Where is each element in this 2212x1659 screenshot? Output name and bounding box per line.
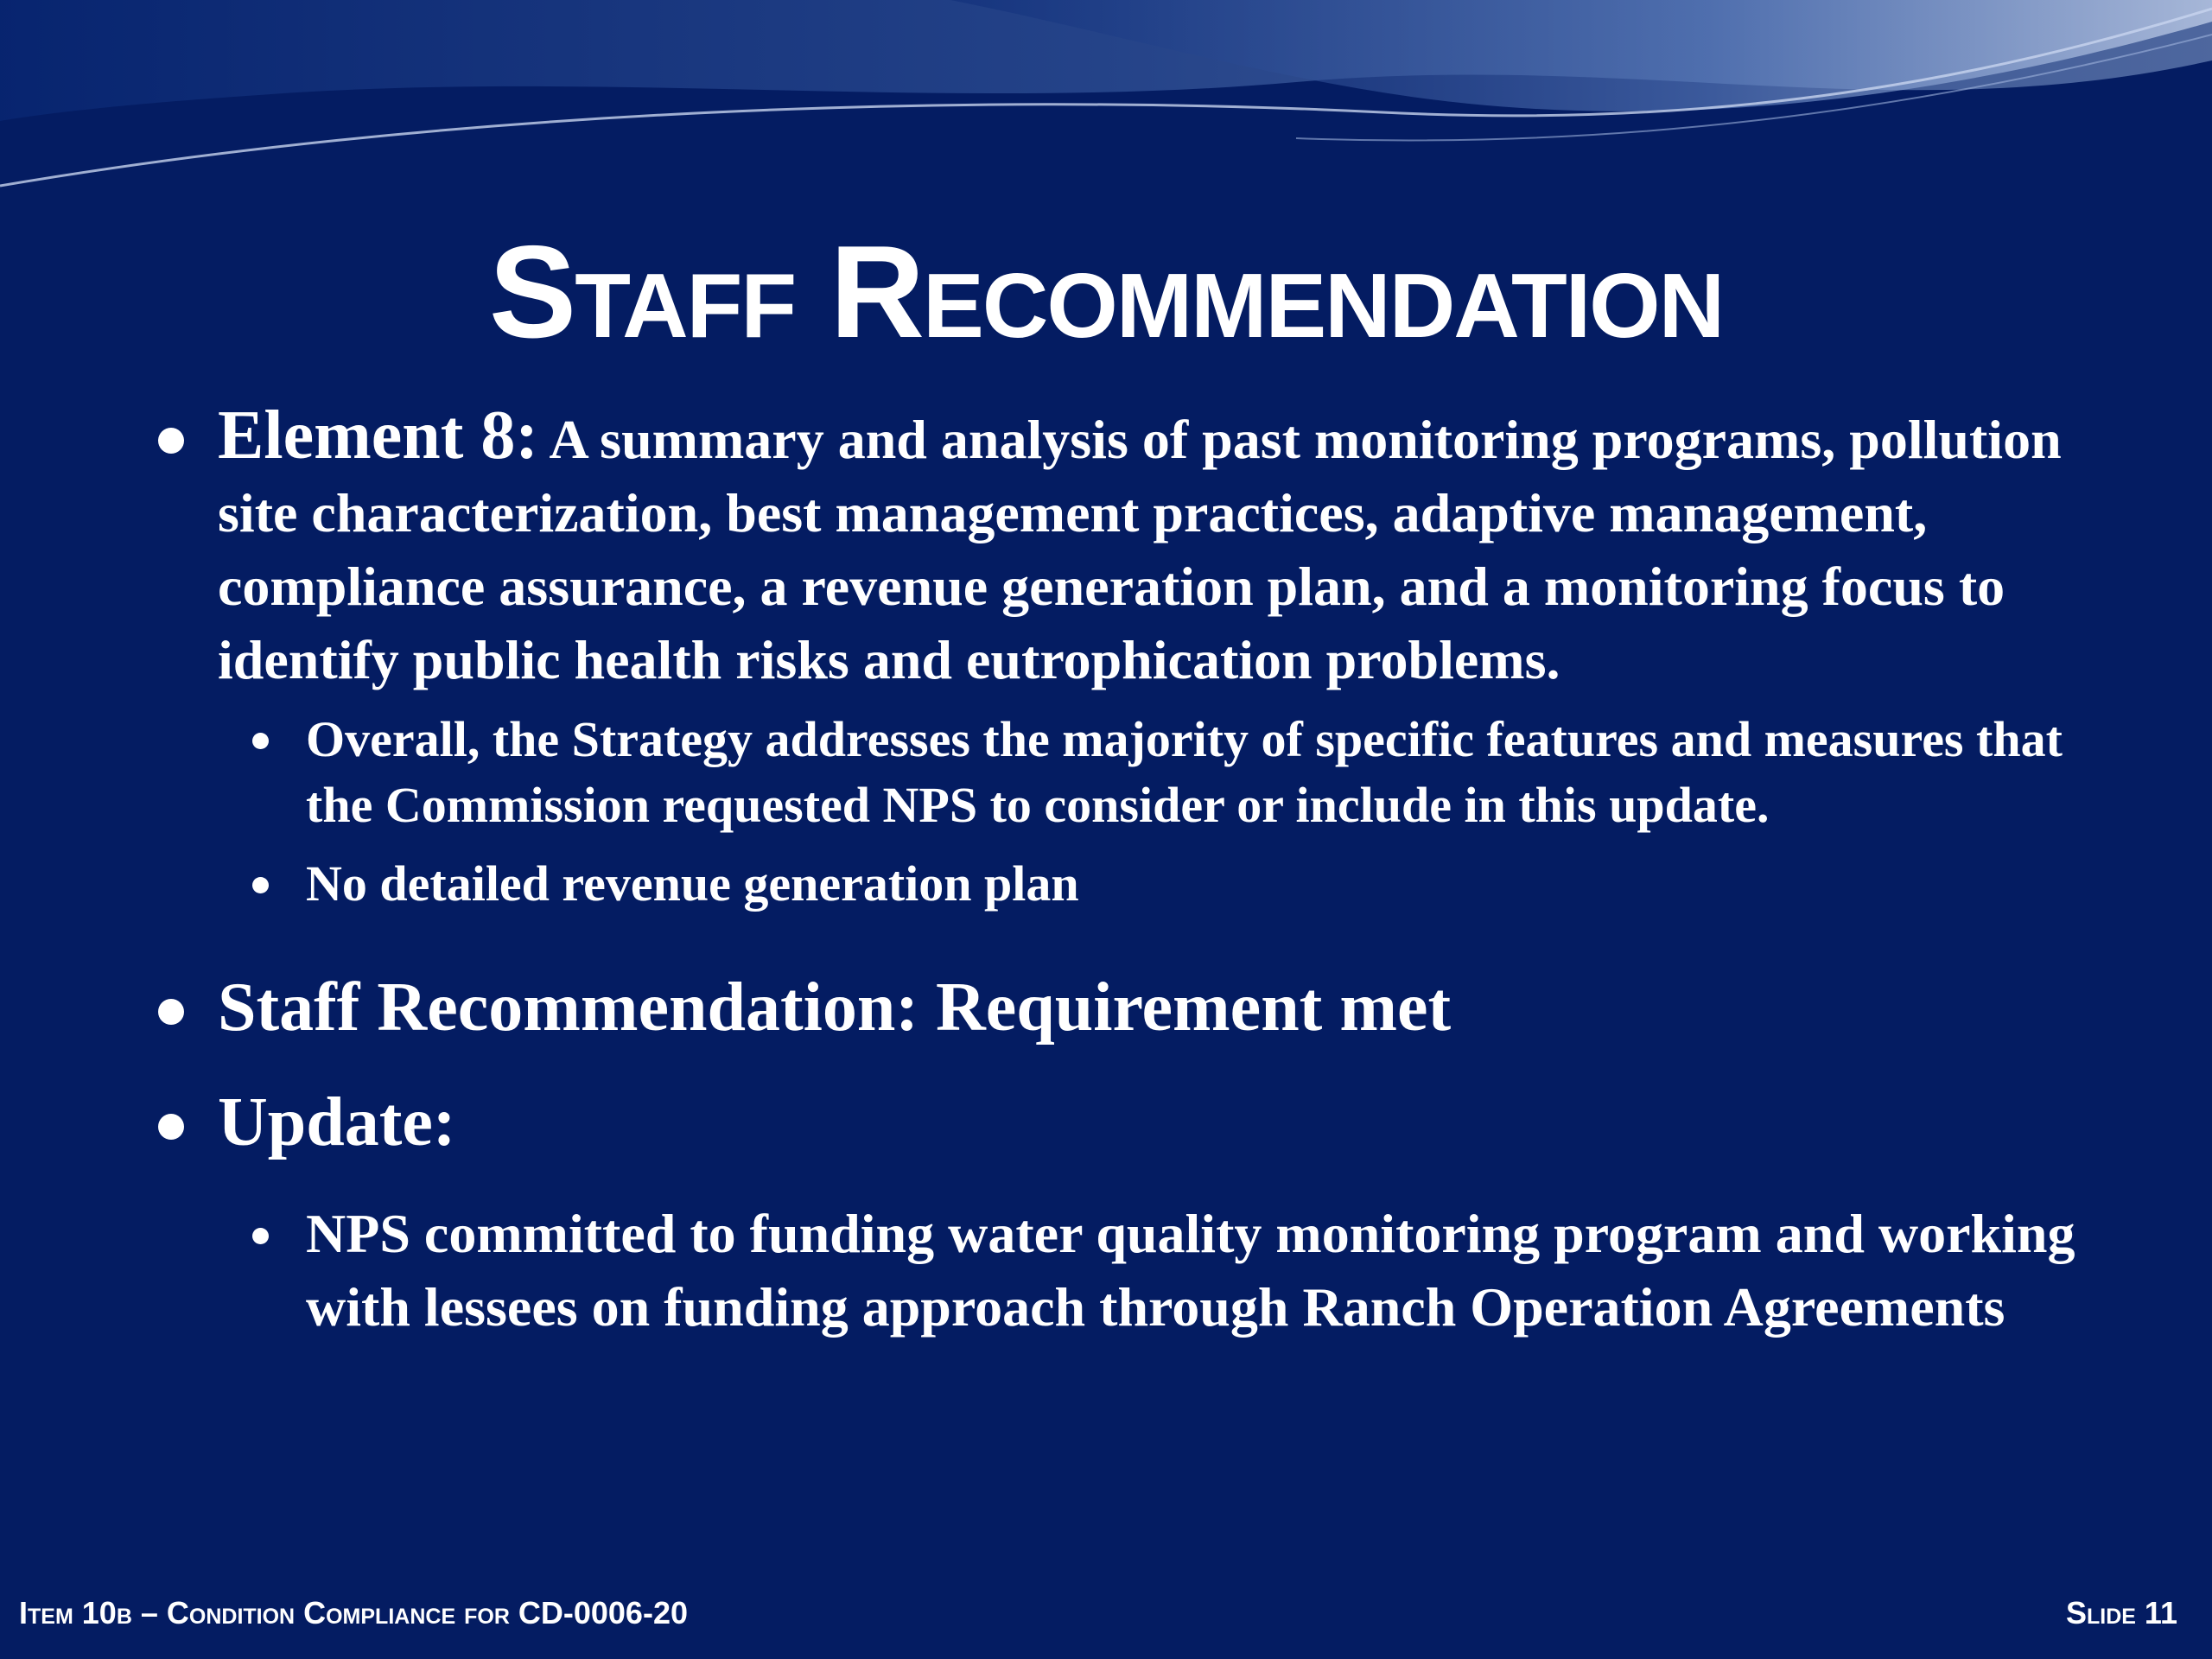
sub-bullet-dot-icon <box>252 733 269 749</box>
bullet-list <box>151 399 2104 1344</box>
update-sub-list <box>218 1197 2104 1344</box>
slide-title: Staff Recommendation <box>488 219 1724 365</box>
sub-bullet-revenue <box>151 851 2104 917</box>
element-8-sub-list <box>218 707 2104 917</box>
bullet-update <box>151 1082 2104 1344</box>
sub-bullet-overall-text: Overall, the Strategy addresses the majority of specific features and measures that the Commission requested NPS to consider or include in this update. <box>306 711 2063 833</box>
bullet-staff-recommendation <box>151 967 2104 1049</box>
bullet-dot-icon <box>158 1114 184 1140</box>
update-label: Update: <box>218 1084 456 1160</box>
staff-recommendation-text: Staff Recommendation: Requirement met <box>218 969 1452 1046</box>
sub-bullet-nps-text: NPS committed to funding water quality monitoring program and working with lessees on funding approach through Ranch Operation Agreements <box>306 1203 2075 1338</box>
sub-bullet-revenue-text: No detailed revenue generation plan <box>306 855 1079 912</box>
footer-slide-number: Slide 11 <box>2065 1595 2177 1630</box>
footer-item-label: Item 10b – Condition Compliance for CD-0006-20 <box>19 1595 688 1630</box>
slide-content <box>151 399 2104 1344</box>
bullet-dot-icon <box>158 999 184 1025</box>
sub-bullet-overall <box>151 707 2104 838</box>
bullet-dot-icon <box>158 428 184 454</box>
element-8-text: A summary and analysis of past monitoring programs, pollution site characterization, best management practices, adaptive management, compliance assurance, a revenue generation plan, and a monitoring focus to identify public health risks and eutrophication problems. <box>218 409 2062 690</box>
sub-bullet-dot-icon <box>252 1228 269 1244</box>
element-8-label: Element 8: <box>218 397 539 474</box>
sub-bullet-dot-icon <box>252 877 269 893</box>
header-swoosh-decoration <box>0 0 2212 225</box>
bullet-element-8 <box>151 399 2104 917</box>
sub-bullet-nps-committed <box>151 1197 2104 1344</box>
